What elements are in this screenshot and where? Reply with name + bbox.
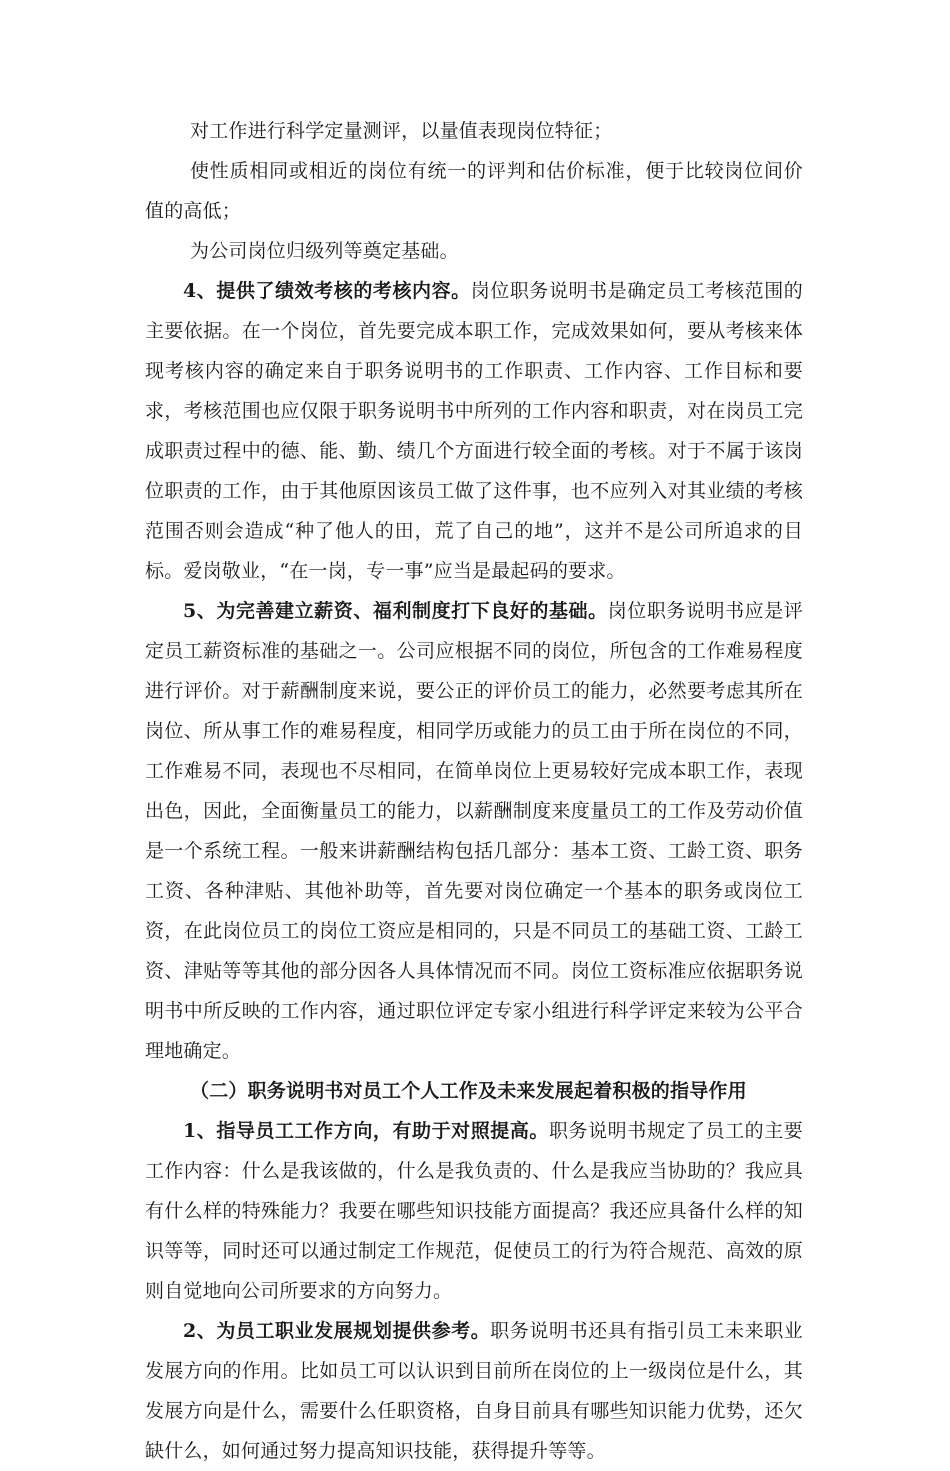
paragraph-career-planning [145,1311,803,1471]
paragraph-lead: 1、指导员工工作方向，有助于对照提高。 [183,1120,549,1142]
section-heading: （二）职务说明书对员工个人工作及未来发展起着积极的指导作用 [190,1080,747,1102]
list-line-1: 对工作进行科学定量测评，以量值表现岗位特征； [190,120,613,142]
paragraph-body: 岗位职务说明书应是评定员工薪资标准的基础之一。公司应根据不同的岗位，所包含的工作难易程度进行评价。对于薪酬制度来说，要公正的评价员工的能力，必然要考虑其所在岗位、所从事工作的难易程度，相同学历或能力的员工由于所在岗位的不同，工作难易不同，表现也不尽相同，在简单岗位上更易较好完成本职工作，表现出色，因此，全面衡量员工的能力，以薪酬制度来度量员工的工作及劳动价值是一个系统工程。一般来讲薪酬结构包括几部分：基本工资、工龄工资、职务工资、各种津贴、其他补助等，首先要对岗位确定一个基本的职务或岗位工资，在此岗位员工的岗位工资应是相同的，只是不同员工的基础工资、工龄工资、津贴等等其他的部分因各人具体情况而不同。岗位工资标准应依据职务说明书中所反映的工作内容，通过职位评定专家小组进行科学评定来较为公平合理地确定。 [145,600,803,1062]
paragraph-body: 岗位职务说明书是确定员工考核范围的主要依据。在一个岗位，首先要完成本职工作，完成效果如何，要从考核来体现考核内容的确定来自于职务说明书的工作职责、工作内容、工作目标和要求，考核范围也应仅限于职务说明书中所列的工作内容和职责，对在岗员工完成职责过程中的德、能、勤、绩几个方面进行较全面的考核。对于不属于该岗位职责的工作，由于其他原因该员工做了这件事，也不应列入对其业绩的考核范围否则会造成“种了他人的田，荒了自己的地”，这并不是公司所追求的目标。爱岗敬业，“在一岗，专一事”应当是最起码的要求。 [145,280,803,582]
paragraph-lead: 2、为员工职业发展规划提供参考。 [183,1320,491,1342]
list-line-3: 为公司岗位归级列等奠定基础。 [190,240,459,262]
paragraph-salary-system [145,591,803,1071]
document-body [145,111,803,1471]
paragraph-performance-appraisal [145,271,803,591]
paragraph-body: 职务说明书还具有指引员工未来职业发展方向的作用。比如员工可以认识到目前所在岗位的上一级岗位是什么，其发展方向是什么，需要什么任职资格，自身目前具有哪些知识能力优势，还欠缺什么，如何通过努力提高知识技能，获得提升等等。 [145,1320,804,1462]
list-line-2: 使性质相同或相近的岗位有统一的评判和估价标准，便于比较岗位间价值的高低； [145,160,803,222]
paragraph-lead: 5、为完善建立薪资、福利制度打下良好的基础。 [183,600,608,622]
paragraph-lead: 4、提供了绩效考核的考核内容。 [183,280,471,302]
paragraph-body: 职务说明书规定了员工的主要工作内容：什么是我该做的，什么是我负责的、什么是我应当协助的？我应具有什么样的特殊能力？我要在哪些知识技能方面提高？我还应具备什么样的知识等等，同时还可以通过制定工作规范，促使员工的行为符合规范、高效的原则自觉地向公司所要求的方向努力。 [145,1120,803,1302]
paragraph-work-direction [145,1111,803,1311]
